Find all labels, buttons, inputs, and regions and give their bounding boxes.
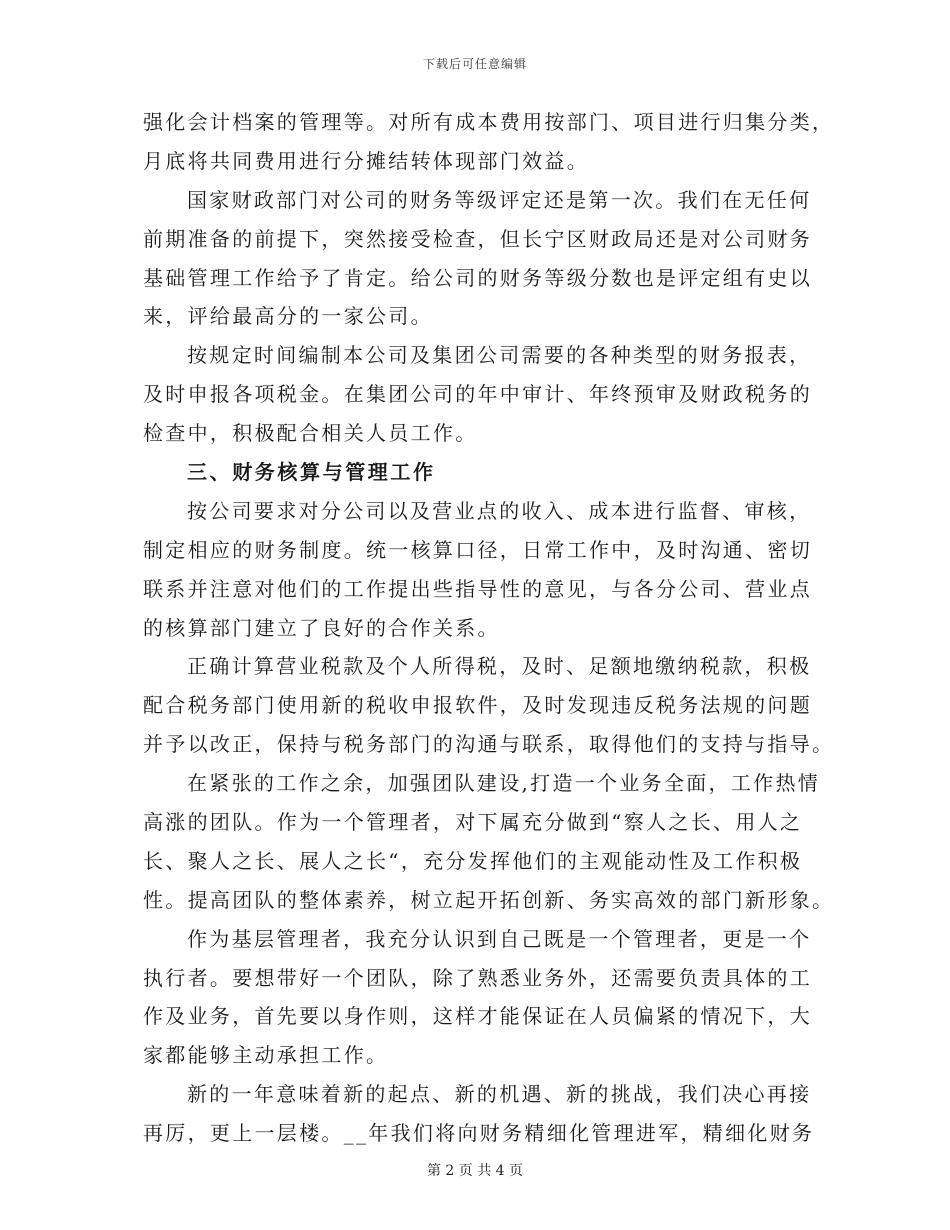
text-line: 再厉，更上一层楼。__年我们将向财务精细化管理进军，精细化财务 [143, 1121, 815, 1146]
text-line: 性。提高团队的整体素养，树立起开拓创新、务实高效的部门新形象。 [143, 887, 835, 912]
text-line: 联系并注意对他们的工作提出些指导性的意见，与各分公司、营业点 [143, 576, 812, 601]
text-line: 作及业务，首先要以身作则，这样才能保证在人员偏紧的情况下，大 [143, 1004, 812, 1029]
text-line: 执行者。要想带好一个团队，除了熟悉业务外，还需要负责具体的工 [143, 965, 812, 990]
text-line: 在紧张的工作之余，加强团队建设,打造一个业务全面，工作热情 [187, 771, 821, 796]
section-heading: 三、财务核算与管理工作 [187, 460, 436, 485]
text-line: 作为基层管理者，我充分认识到自己既是一个管理者，更是一个 [187, 926, 812, 951]
text-line: 正确计算营业税款及个人所得税，及时、足额地缴纳税款，积极 [187, 654, 812, 679]
text-line: 配合税务部门使用新的税收申报软件，及时发现违反税务法规的问题 [143, 693, 812, 718]
text-line: 的核算部门建立了良好的合作关系。 [143, 615, 500, 640]
text-line: 基础管理工作给予了肯定。给公司的财务等级分数也是评定组有史以 [143, 265, 812, 290]
page-header-note: 下载后可任意编辑 [422, 57, 527, 71]
text-line: 家都能够主动承担工作。 [143, 1043, 389, 1068]
text-line: 高涨的团队。作为一个管理者，对下属充分做到“察人之长、用人之 [143, 810, 803, 835]
text-line: 前期准备的前提下，突然接受检查，但长宁区财政局还是对公司财务 [143, 226, 812, 251]
text-line: 按规定时间编制本公司及集团公司需要的各种类型的财务报表， [187, 343, 812, 368]
text-line: 制定相应的财务制度。统一核算口径，日常工作中，及时沟通、密切 [143, 537, 812, 562]
text-line: 检查中，积极配合相关人员工作。 [143, 421, 478, 446]
text-line: 新的一年意味着新的起点、新的机遇、新的挑战，我们决心再接 [187, 1082, 812, 1107]
text-line: 国家财政部门对公司的财务等级评定还是第一次。我们在无任何 [187, 187, 812, 212]
text-line: 来，评给最高分的一家公司。 [143, 304, 433, 329]
text-line: 按公司要求对分公司以及营业点的收入、成本进行监督、审核， [187, 498, 812, 523]
text-line: 强化会计档案的管理等。对所有成本费用按部门、项目进行归集分类， [143, 110, 835, 134]
text-line: 及时申报各项税金。在集团公司的年中审计、年终预审及财政税务的 [143, 382, 812, 407]
text-line: 长、聚人之长、展人之长“，充分发挥他们的主观能动性及工作积极 [143, 848, 803, 873]
text-line: 并予以改正，保持与税务部门的沟通与联系，取得他们的支持与指导。 [143, 732, 835, 757]
page-number-footer: 第 2 页 共 4 页 [426, 1163, 524, 1179]
document-body [143, 103, 835, 1153]
text-line: 月底将共同费用进行分摊结转体现部门效益。 [143, 148, 589, 173]
